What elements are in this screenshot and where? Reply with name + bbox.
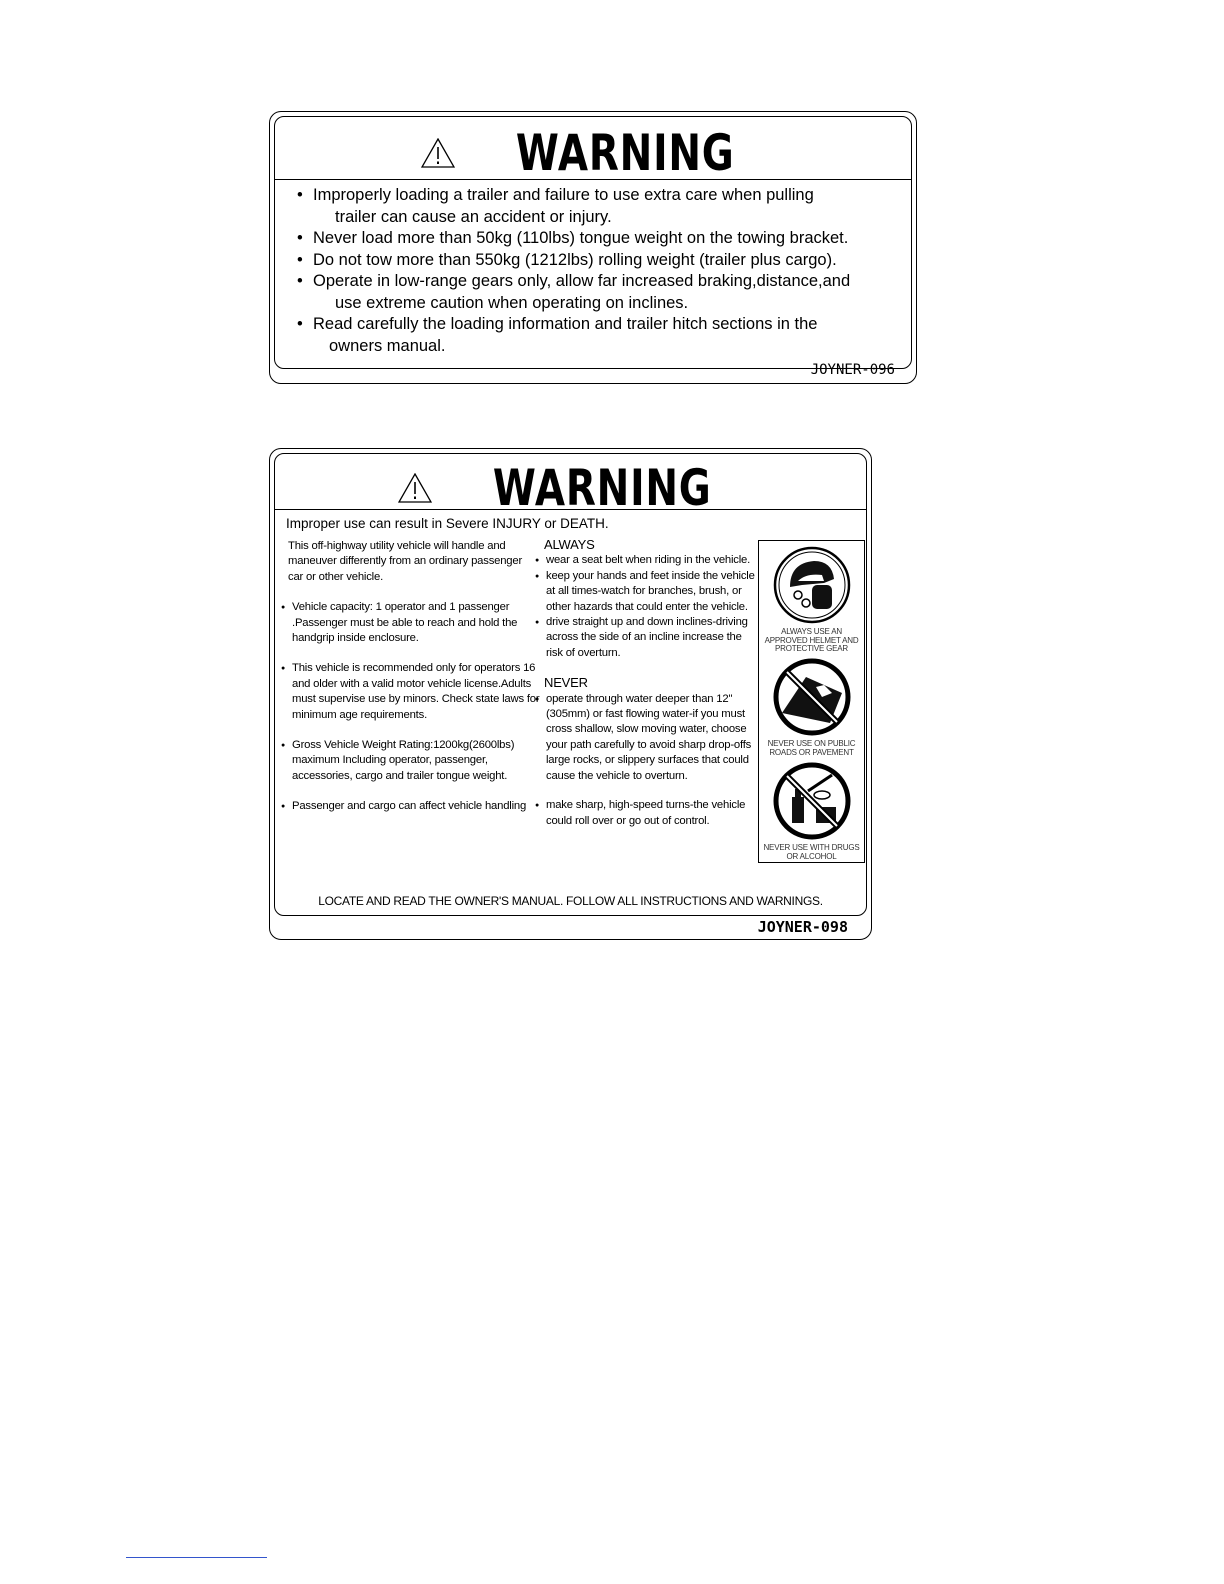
icon-caption: NEVER USE ON PUBLIC ROADS OR PAVEMENT [767,739,856,757]
icon-caption: ALWAYS USE AN APPROVED HELMET AND PROTECTIVE GEAR [764,627,859,653]
warning-triangle-icon [398,473,432,503]
bullet-item: • Never load more than 50kg (110lbs) tongue weight on the towing bracket. [297,228,897,250]
always-item: ● wear a seat belt when riding in the vehicle. [539,553,761,568]
no-public-roads-icon [772,657,852,737]
warning-triangle-icon [421,138,455,168]
intro-text: Improper use can result in Severe INJURY or DEATH. [286,516,609,531]
bullet-item: • Improperly loading a trailer and failure to use extra care when pulling trailer can cause an accident or injury. [297,185,897,228]
title-divider [275,509,866,510]
warning-bullets [297,185,897,357]
always-heading: ALWAYS [544,537,595,552]
warning-header [275,460,866,516]
helmet-pictogram [759,545,864,654]
label-inner-border [274,453,867,916]
bullet-item: • Read carefully the loading information and trailer hitch sections in the owners manual. [297,314,897,357]
warning-title: WARNING [515,124,735,182]
warning-title: WARNING [493,459,712,517]
paragraph: ● This vehicle is recommended only for operators 16 and older with a valid motor vehicle license.Adults must supervise use by minors. Check state laws for minimum age requirements. [285,661,540,723]
always-item: ● drive straight up and down inclines-driving across the side of an incline increase the risk of overturn. [539,615,761,661]
title-divider [275,179,911,180]
icon-caption: NEVER USE WITH DRUGS OR ALCOHOL [763,843,860,861]
no-drugs-alcohol-icon [772,761,852,841]
trailer-warning-label [269,111,917,384]
warning-header [275,125,911,181]
vehicle-use-warning-label [269,448,872,940]
paragraph: ● Passenger and cargo can affect vehicle handling [285,799,540,814]
left-column [285,539,540,830]
paragraph: This off-highway utility vehicle will handle and maneuver differently from an ordinary passenger car or other vehicle. [288,540,523,583]
footnote-rule [126,1557,267,1558]
label-code: JOYNER-096 [810,362,895,378]
bullet-item: • Operate in low-range gears only, allow far increased braking,distance,and use extreme caution when operating on inclines. [297,271,897,314]
helmet-icon [772,545,852,625]
no-roads-pictogram [759,657,864,757]
paragraph: ● Gross Vehicle Weight Rating:1200kg(2600lbs) maximum Including operator, passenger, accessories, cargo and trailer tongue weight. [285,738,540,784]
never-item: ● make sharp, high-speed turns-the vehicle could roll over or go out of control. [539,798,761,829]
never-heading: NEVER [544,675,588,691]
safety-icons-panel [758,540,865,863]
middle-column [539,537,761,829]
no-drugs-pictogram [759,761,864,861]
always-item: ● keep your hands and feet inside the vehicle at all times-watch for branches, brush, or other hazards that could enter the vehicle. [539,569,761,615]
manual-footer: LOCATE AND READ THE OWNER'S MANUAL. FOLLOW ALL INSTRUCTIONS AND WARNINGS. [318,894,823,908]
bullet-item: • Do not tow more than 550kg (1212lbs) rolling weight (trailer plus cargo). [297,250,897,272]
paragraph: ● Vehicle capacity: 1 operator and 1 passenger .Passenger must be able to reach and hold the handgrip inside enclosure. [285,600,540,646]
label-inner-border [274,116,912,369]
never-item: ● operate through water deeper than 12"(305mm) or fast flowing water-if you must cross shallow, slow moving water, choose your path carefully to avoid sharp drop-offs large rocks, or slippery surfaces that could cause the vehicle to overturn. [539,692,761,784]
label-code: JOYNER-098 [757,918,848,936]
